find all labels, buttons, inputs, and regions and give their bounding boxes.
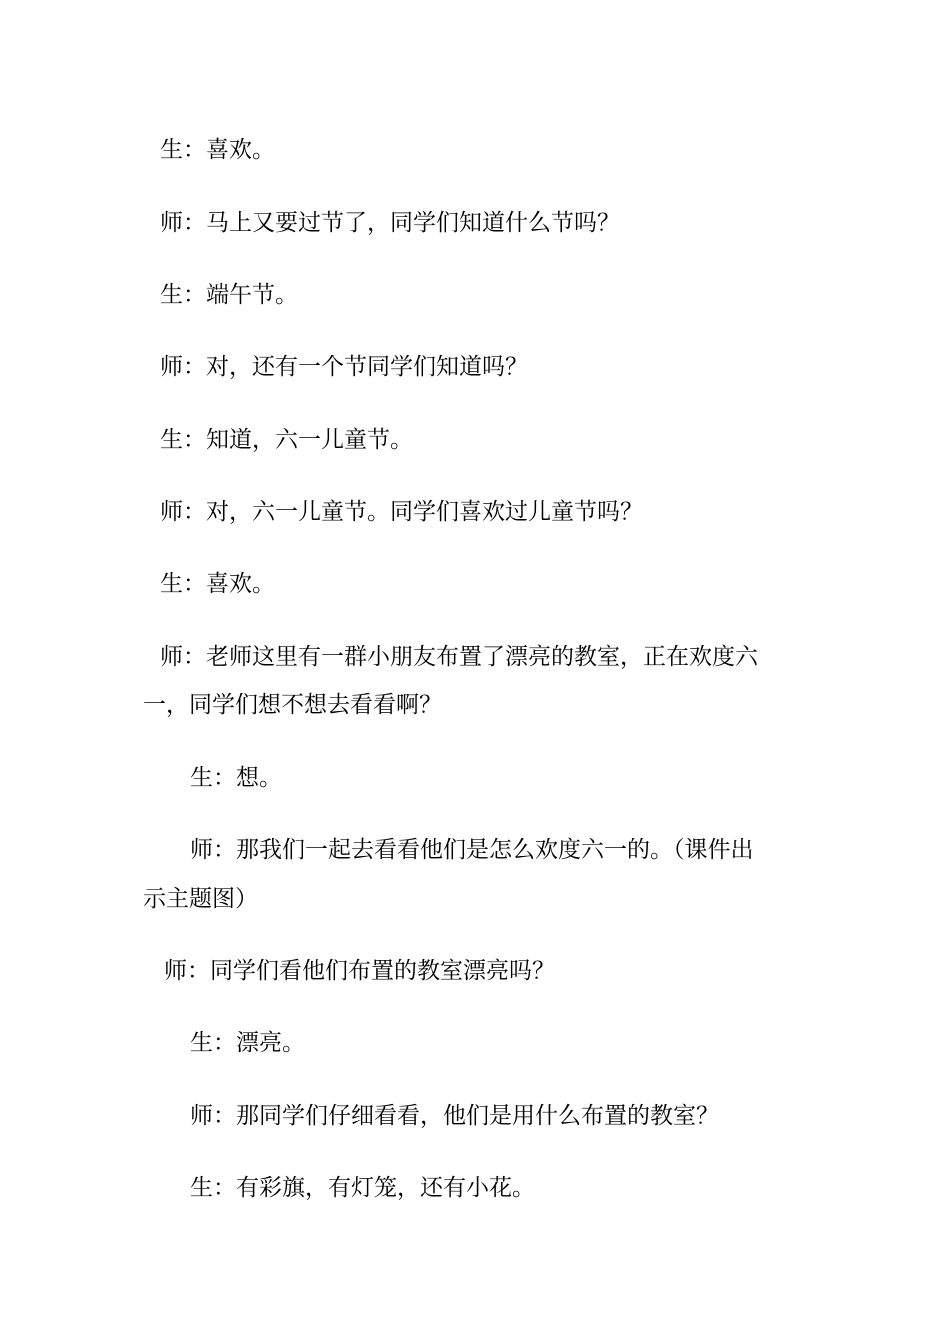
dialogue-line: 生：喜欢。 bbox=[160, 137, 275, 163]
dialogue-line: 师：那同学们仔细看看，他们是用什么布置的教室？ bbox=[190, 1103, 719, 1129]
dialogue-line: 师：同学们看他们布置的教室漂亮吗？ bbox=[164, 958, 555, 984]
dialogue-line-continuation: 示主题图） bbox=[143, 886, 258, 912]
dialogue-line: 师：老师这里有一群小朋友布置了漂亮的教室，正在欢度六 bbox=[160, 644, 758, 670]
dialogue-line: 师：马上又要过节了，同学们知道什么节吗？ bbox=[160, 210, 620, 236]
dialogue-line: 师：那我们一起去看看他们是怎么欢度六一的。（课件出 bbox=[190, 837, 754, 863]
dialogue-line: 生：端午节。 bbox=[160, 282, 298, 308]
dialogue-line: 生：想。 bbox=[190, 765, 282, 791]
dialogue-line: 师：对，还有一个节同学们知道吗？ bbox=[160, 354, 528, 380]
dialogue-line: 生：喜欢。 bbox=[160, 571, 275, 597]
dialogue-line: 生：漂亮。 bbox=[190, 1030, 305, 1056]
dialogue-line: 生：知道，六一儿童节。 bbox=[160, 427, 413, 453]
dialogue-line-continuation: 一，同学们想不想去看看啊？ bbox=[143, 692, 442, 718]
dialogue-line: 师：对，六一儿童节。同学们喜欢过儿童节吗？ bbox=[160, 499, 643, 525]
dialogue-line: 生：有彩旗，有灯笼，还有小花。 bbox=[190, 1175, 535, 1201]
